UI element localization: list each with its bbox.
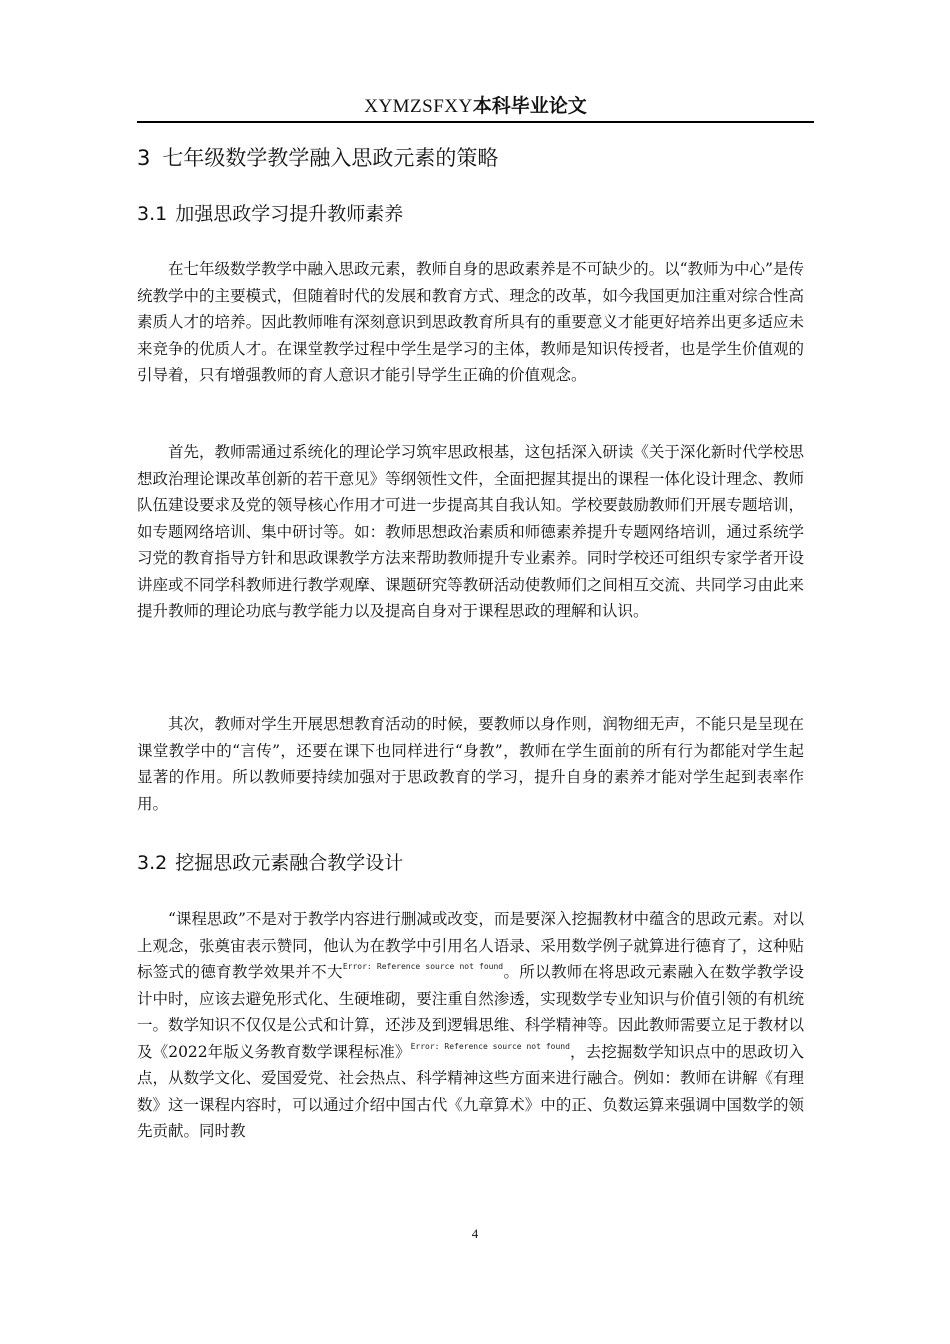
paragraph-1: 在七年级数学教学中融入思政元素，教师自身的思政素养是不可缺少的。以“教师为中心”是传统教学中的主要模式，但随着时代的发展和教育方式、理念的改革，如今我国更加注重对综合性高素质人才的培养。因此教师唯有深刻意识到思政教育所具有的重要意义才能更好培养出更多适应未来竞争的优质人才。在课堂教学过程中学生是学习的主体，教师是知识传授者，也是学生价值观的引导着，只有增强教师的育人意识才能引导学生正确的价值观念。 xyxy=(137,260,804,384)
reference-error: Error: Reference source not found xyxy=(410,1041,570,1051)
paragraph-text: 。所以教师在将思政元素融入在数学教学设计中时，应该去避免形式化、生硬堆砌，要注重自然渗透，实现数学专业知识与价值引领的有机统一。数学知识不仅仅是公式和计算，还涉及到逻辑思维、科学精神等。因此教师需要立足于教材以及《2022年版义务教育数学课程标准》 xyxy=(137,963,804,1061)
page-header xyxy=(137,92,814,121)
chapter-number: 3 xyxy=(137,146,151,170)
chapter-title: 七年级数学教学融入思政元素的策略 xyxy=(162,146,499,170)
page-number: 4 xyxy=(471,1226,479,1241)
header-label: 本科毕业论文 xyxy=(472,95,587,117)
chapter-heading xyxy=(137,143,498,173)
paragraph-3: 其次，教师对学生开展思想教育活动的时候，要教师以身作则，润物细无声，不能只是呈现在课堂教学中的“言传”，还要在课下也同样进行“身教”，教师在学生面前的所有行为都能对学生起显著的作用。所以教师要持续加强对于思政教育的学习，提升自身的素养才能对学生起到表率作用。 xyxy=(137,715,804,813)
section-heading-3-1 xyxy=(137,200,403,228)
header-code: XYMZSFXY xyxy=(364,96,473,117)
section-title: 挖掘思政元素融合教学设计 xyxy=(175,852,404,874)
header-rule xyxy=(137,121,814,123)
section-title: 加强思政学习提升教师素养 xyxy=(175,203,404,225)
paragraph-text: “课程思政”不是对于教学内容进行删减或改变，而是要深入挖掘教材中蕴含的思政元素。对以上观念，张奠宙表示赞同，他认为在教学中引用名人语录、采用数学例子就算进行德育了，这种贴标签式的德育教学效果并不大 xyxy=(137,910,804,981)
paragraph-4 xyxy=(137,906,804,1145)
section-heading-3-2 xyxy=(137,849,403,877)
section-number: 3.2 xyxy=(137,852,168,874)
paragraph-text: ，去挖掘数学知识点中的思政切入点，从数学文化、爱国爱党、社会热点、科学精神这些方面来进行融合。例如：教师在讲解《有理数》这一课程内容时，可以通过介绍中国古代《九章算术》中的正、负数运算来强调中国数学的领先贡献。同时教 xyxy=(137,1042,804,1140)
reference-error: Error: Reference source not found xyxy=(342,962,504,971)
section-number: 3.1 xyxy=(137,203,168,225)
paragraph-2: 首先，教师需通过系统化的理论学习筑牢思政根基，这包括深入研读《关于深化新时代学校思想政治理论课改革创新的若干意见》等纲领性文件，全面把握其提出的课程一体化设计理念、教师队伍建设要求及党的领导核心作用才可进一步提高其自我认知。学校要鼓励教师们开展专题培训，如专题网络培训、集中研讨等。如：教师思想政治素质和师德素养提升专题网络培训，通过系统学习党的教育指导方针和思政课教学方法来帮助教师提升专业素养。同时学校还可组织专家学者开设讲座或不同学科教师进行教学观摩、课题研究等教研活动使教师们之间相互交流、共同学习由此来提升教师的理论功底与教学能力以及提高自身对于课程思政的理解和认识。 xyxy=(137,443,804,620)
